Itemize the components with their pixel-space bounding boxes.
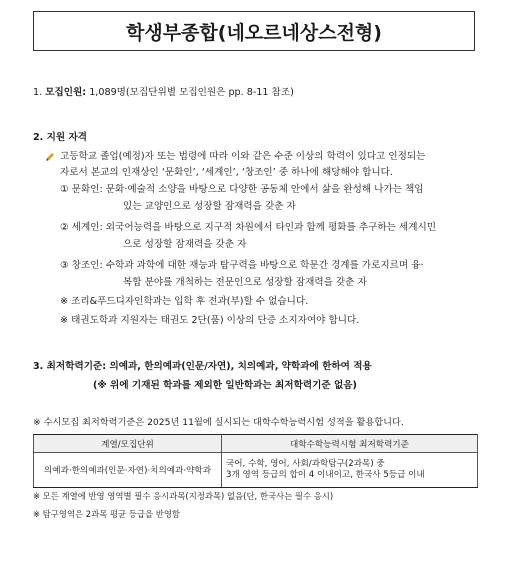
note-required-subjects: ※ 모든 계열에 반영 영역별 필수 응시과목(지정과목) 없음(단, 한국사는 필수 응시) <box>33 491 334 501</box>
talent-item-culture <box>60 184 424 196</box>
eligibility-intro-line2: 자로서 본교의 인재상인 ‘문화인’, ‘세계인’, ‘창조인’ 중 하나에 해당해야 합니다. <box>60 167 393 178</box>
note-taekwondo: ※ 태권도학과 지원자는 태권도 2단(품) 이상의 단증 소지자여야 합니다. <box>60 315 360 326</box>
eligibility-intro-line1: 고등학교 졸업(예정)자 또는 법령에 따라 이와 같은 수준 이상의 학력이 있다고 인정되는 <box>60 151 426 162</box>
criteria-line2: 3개 영역 등급의 합이 4 이내이고, 한국사 5등급 이내 <box>226 470 425 480</box>
criteria-table <box>33 434 478 488</box>
table-cell-criteria <box>222 453 478 488</box>
section-1 <box>33 87 294 99</box>
section-3-subheading: (※ 위에 기재된 학과를 제외한 일반학과는 최저학력기준 없음) <box>93 380 357 391</box>
item-label: 세계인: <box>71 222 103 233</box>
table-header-row <box>34 435 478 453</box>
table-cell-unit: 의예과·한의예과(인문·자연)·치의예과·약학과 <box>34 453 222 488</box>
talent-item-global-line2: 으로 성장할 잠재력을 갖춘 자 <box>123 239 247 250</box>
item-number: ② <box>60 222 69 233</box>
item-label: 창조인: <box>71 260 103 271</box>
table-row <box>34 453 478 488</box>
talent-item-creative-line2: 복합 분야를 개척하는 전문인으로 성장할 잠재력을 갖춘 자 <box>123 277 367 288</box>
section-2-heading: 2. 지원 자격 <box>33 132 88 143</box>
section-1-label: 모집인원: <box>45 87 87 98</box>
talent-item-creative <box>60 260 424 272</box>
pencil-icon <box>45 151 56 162</box>
item-number: ① <box>60 184 69 195</box>
table-header-criteria: 대학수학능력시험 최저학력기준 <box>222 435 478 453</box>
criteria-line1: 국어, 수학, 영어, 사회/과학탐구(2과목) 중 <box>226 459 385 469</box>
item-label: 문화인: <box>71 184 103 195</box>
item-text: 수학과 과학에 대한 재능과 탐구력을 바탕으로 학문간 경계를 가로지르며 융· <box>105 260 424 271</box>
section-1-text: 1,089명(모집단위별 모집인원은 pp. 8-11 참조) <box>89 87 294 98</box>
note-inquiry-average: ※ 탐구영역은 2과목 평균 등급을 반영함 <box>33 509 181 519</box>
criteria-intro: ※ 수시모집 최저학력기준은 2025년 11월에 실시되는 대학수학능력시험 성적을 활용합니다. <box>33 417 404 428</box>
item-number: ③ <box>60 260 69 271</box>
item-text: 문화·예술적 소양을 바탕으로 다양한 공동체 안에서 삶을 완성해 나가는 책임 <box>105 184 424 195</box>
page-title: 학생부종합(네오르네상스전형) <box>33 11 475 51</box>
section-3-heading: 3. 최저학력기준: 의예과, 한의예과(인문/자연), 치의예과, 약학과에 한하여 적용 <box>33 361 372 372</box>
note-culinary: ※ 조리&푸드디자인학과는 입학 후 전과(부)할 수 없습니다. <box>60 296 309 307</box>
talent-item-global <box>60 222 436 234</box>
item-text: 외국어능력을 바탕으로 지구적 차원에서 타인과 함께 평화를 추구하는 세계시민 <box>105 222 437 233</box>
section-1-number: 1. <box>33 87 43 98</box>
table-header-unit: 계열/모집단위 <box>34 435 222 453</box>
talent-item-culture-line2: 있는 교양인으로 성장할 잠재력을 갖춘 자 <box>123 201 296 212</box>
